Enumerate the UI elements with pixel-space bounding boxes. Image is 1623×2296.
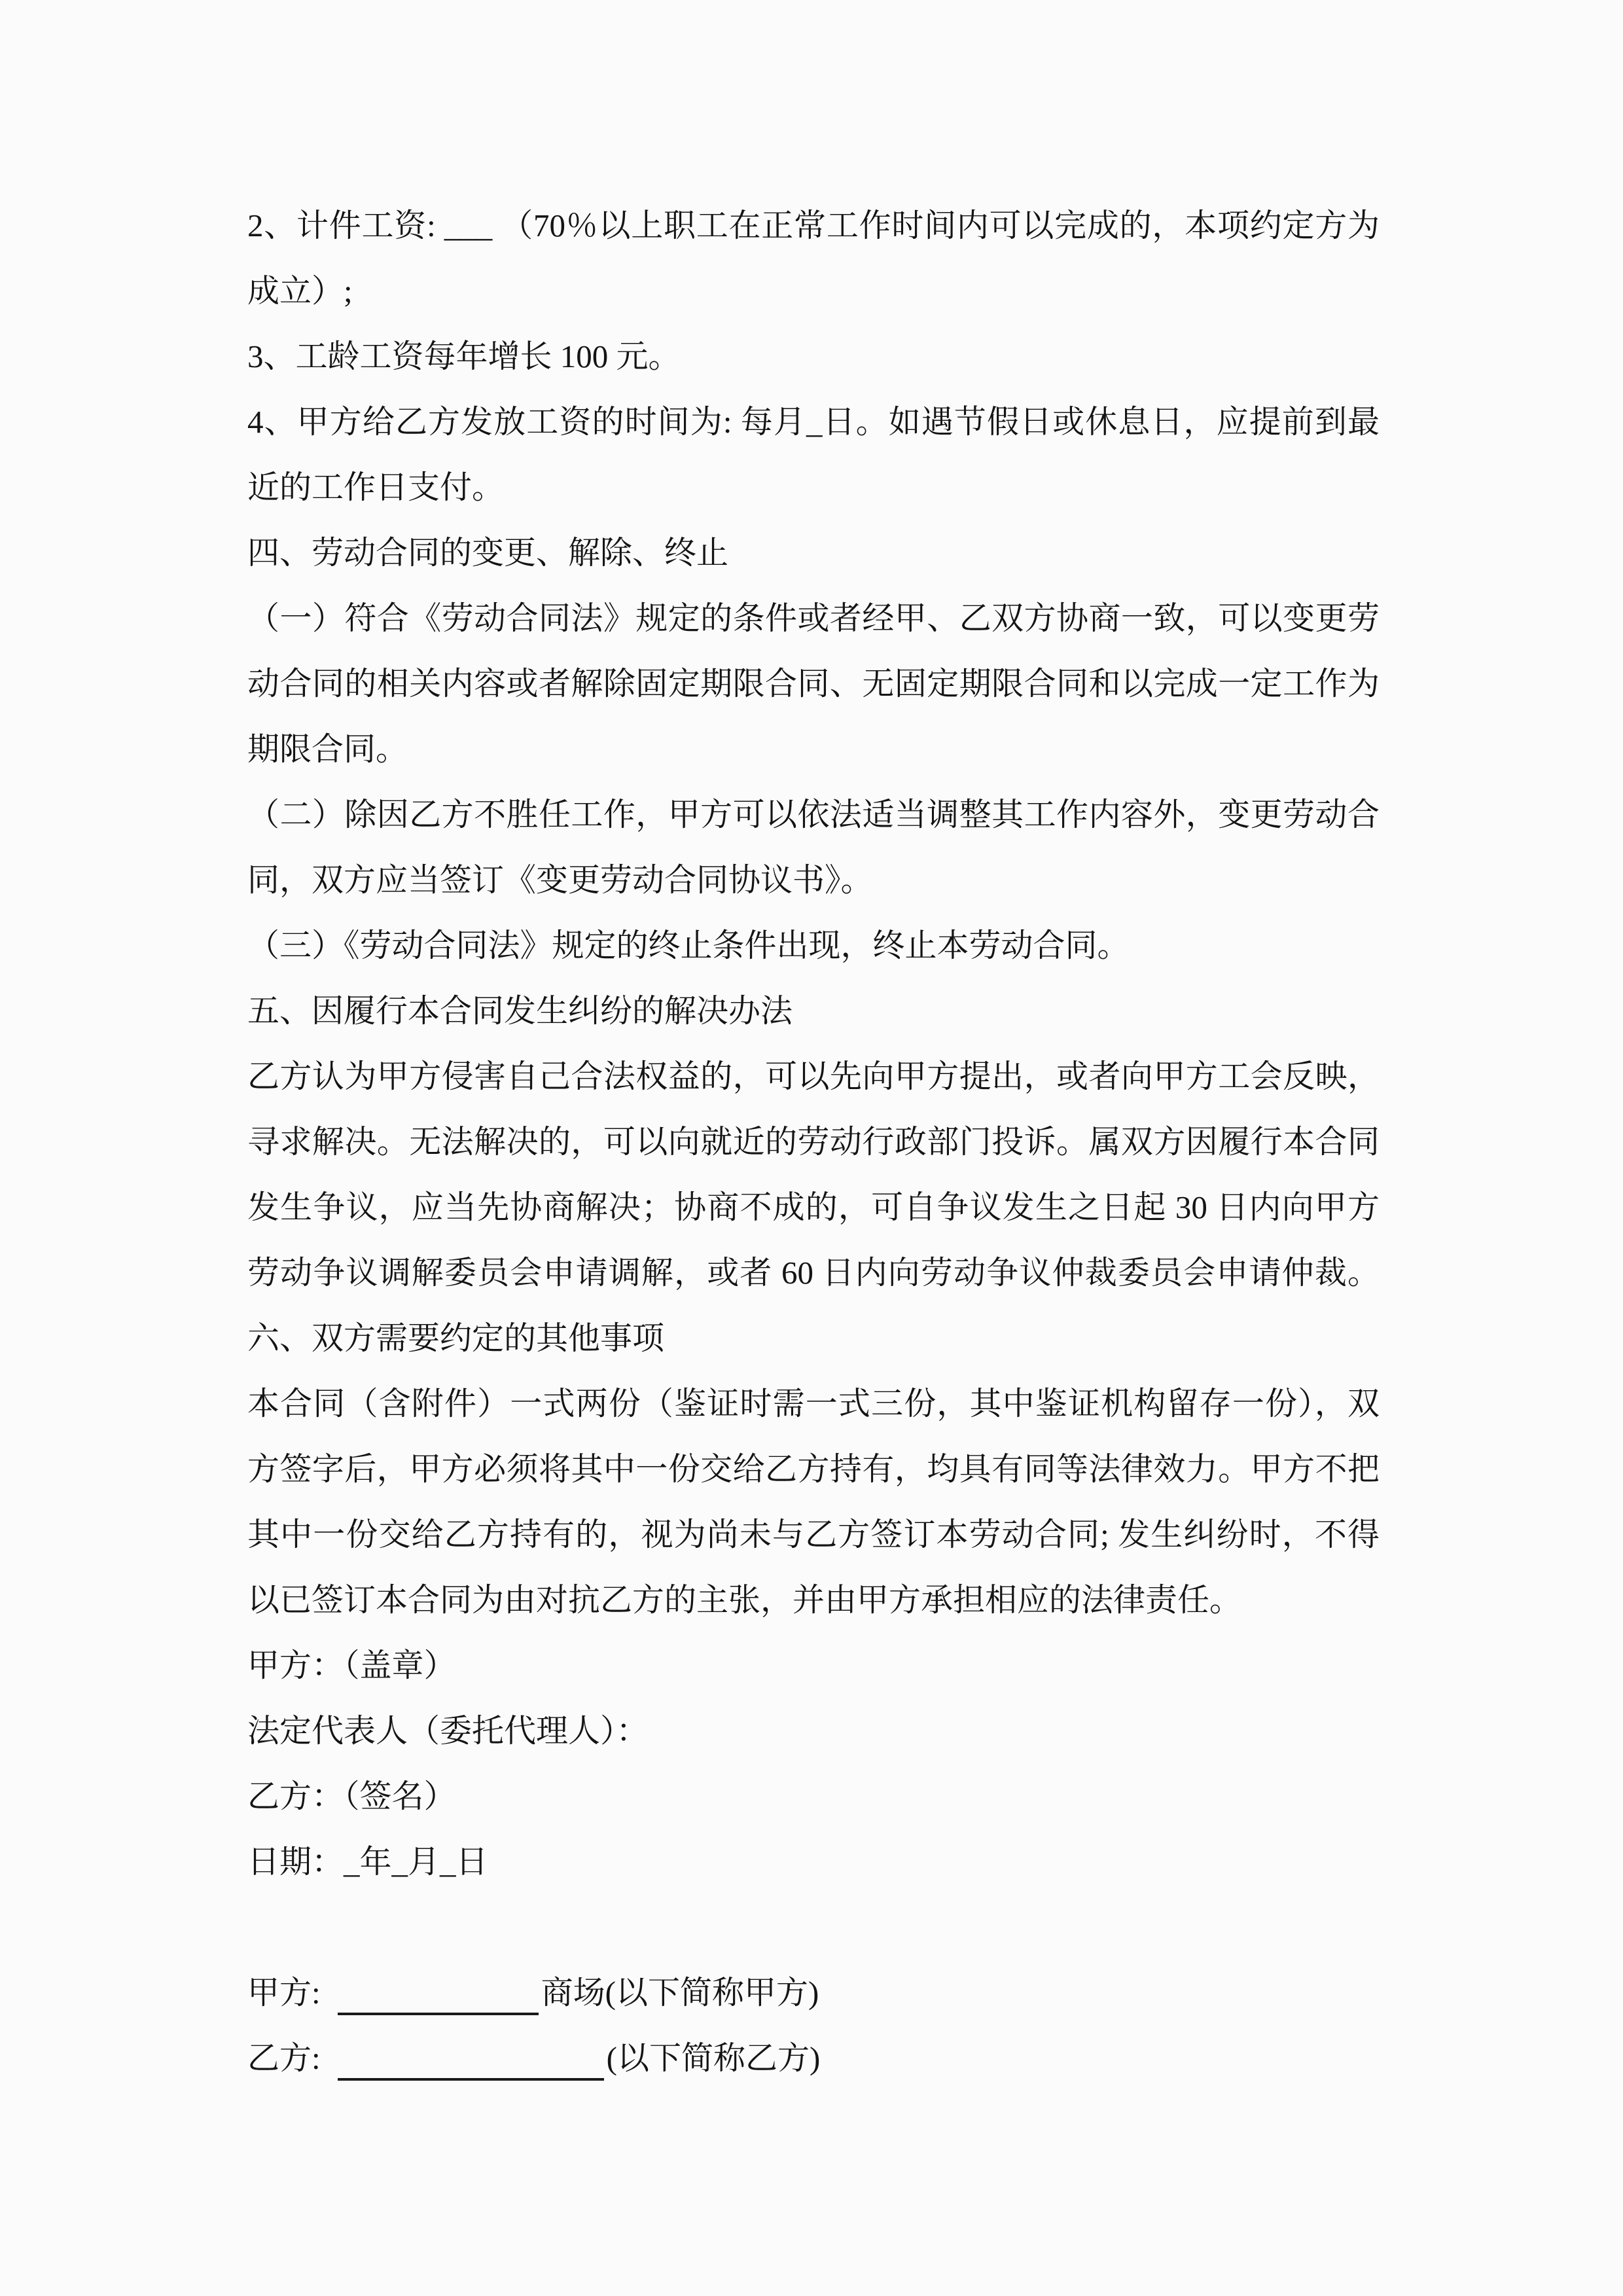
clause-piece-rate-wage-end: 成立）; (247, 273, 353, 309)
clause-piece-rate-wage: 2、计件工资: ___ （70％以上职工在正常工作时间内可以完成的，本项约定方为 (247, 207, 1380, 243)
section-6-heading: 六、双方需要约定的其他事项 (247, 1320, 665, 1356)
party-a-label: 甲方: (247, 1975, 321, 2011)
section-6-body-line-3: 其中一份交给乙方持有的，视为尚未与乙方签订本劳动合同; 发生纠纷时，不得 (247, 1516, 1380, 1552)
section-5-body-line-1: 乙方认为甲方侵害自己合法权益的，可以先向甲方提出，或者向甲方工会反映， (247, 1058, 1380, 1094)
section-4-item-2-line-1: （二）除因乙方不胜任工作，甲方可以依法适当调整其工作内容外，变更劳动合 (247, 797, 1380, 833)
party-a-seal-line: 甲方：（盖章） (247, 1647, 456, 1683)
section-5-body-line-2: 寻求解决。无法解决的，可以向就近的劳动行政部门投诉。属双方因履行本合同 (247, 1124, 1380, 1160)
party-b-label: 乙方: (247, 2040, 321, 2076)
party-b-signature-row (247, 2026, 1380, 2091)
section-5-body-line-4: 劳动争议调解委员会申请调解，或者 60 日内向劳动争议仲裁委员会申请仲裁。 (247, 1255, 1380, 1291)
party-b-suffix: (以下简称乙方) (606, 2040, 821, 2076)
section-6-body-end: 以已签订本合同为由对抗乙方的主张，并由甲方承担相应的法律责任。 (247, 1582, 1242, 1618)
document-body (247, 193, 1380, 2091)
section-4-item-1-line-1: （一）符合《劳动合同法》规定的条件或者经甲、乙双方协商一致，可以变更劳 (247, 600, 1380, 636)
clause-seniority-wage: 3、工龄工资每年增长 100 元。 (247, 338, 681, 374)
section-6-body-line-1: 本合同（含附件）一式两份（鉴证时需一式三份，其中鉴证机构留存一份），双 (247, 1386, 1380, 1422)
clause-pay-date: 4、甲方给乙方发放工资的时间为: 每月_日。如遇节假日或休息日，应提前到最 (247, 404, 1380, 440)
blank-line (247, 1895, 1380, 1960)
party-a-suffix: 商场(以下简称甲方) (541, 1975, 819, 2011)
party-a-blank-underline (338, 2013, 539, 2015)
clause-pay-date-end: 近的工作日支付。 (247, 469, 505, 505)
party-b-sign-line: 乙方：（签名） (247, 1778, 456, 1814)
date-line: 日期：_年_月_日 (247, 1844, 488, 1880)
section-5-body-line-3: 发生争议，应当先协商解决；协商不成的，可自争议发生之日起 30 日内向甲方 (247, 1189, 1380, 1225)
party-b-blank-underline (338, 2078, 604, 2081)
section-6-body-line-2: 方签字后，甲方必须将其中一份交给乙方持有，均具有同等法律效力。甲方不把 (247, 1451, 1380, 1487)
party-a-signature-row (247, 1960, 1380, 2026)
section-4-item-2-end: 同，双方应当签订《变更劳动合同协议书》。 (247, 862, 873, 898)
section-4-heading: 四、劳动合同的变更、解除、终止 (247, 535, 729, 571)
section-4-item-1-end: 期限合同。 (247, 731, 408, 767)
section-4-item-3: （三）《劳动合同法》规定的终止条件出现，终止本劳动合同。 (247, 927, 1130, 963)
section-4-item-1-line-2: 动合同的相关内容或者解除固定期限合同、无固定期限合同和以完成一定工作为 (247, 666, 1380, 702)
section-5-heading: 五、因履行本合同发生纠纷的解决办法 (247, 993, 793, 1029)
legal-representative-line: 法定代表人（委托代理人）： (247, 1713, 649, 1749)
